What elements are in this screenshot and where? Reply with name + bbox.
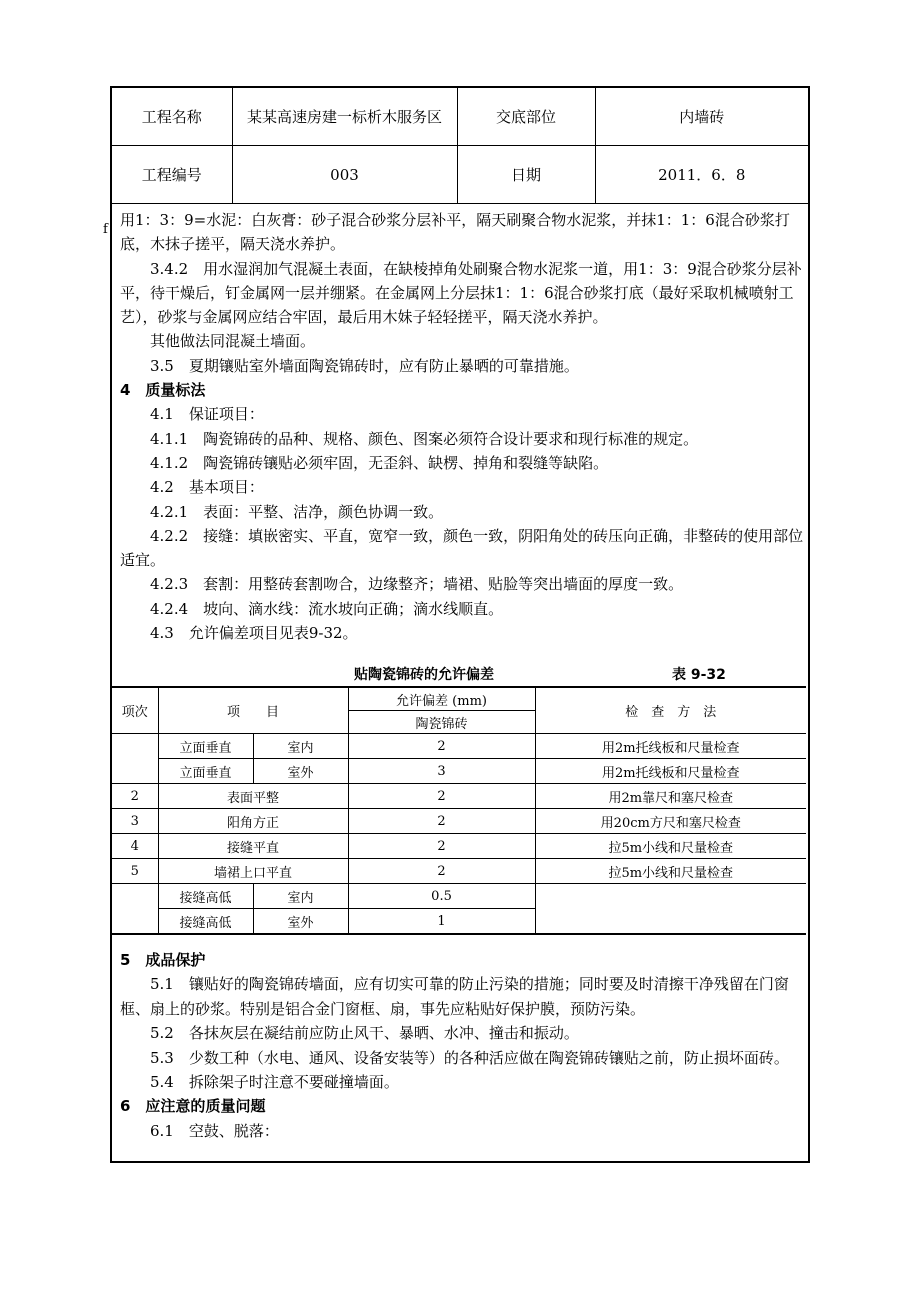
paragraph: 4.2 基本项目：: [150, 478, 264, 497]
table-cell-method: 用2m靠尺和塞尺检查: [535, 784, 806, 809]
table-cell-item: 接缝高低: [158, 884, 253, 909]
table-cell-sub: 室内: [253, 884, 348, 909]
table-cell-method: 拉5m小线和尺量检查: [535, 859, 806, 884]
table-cell-item: 接缝平直: [158, 834, 348, 859]
table-cell-value: 0.5: [348, 884, 535, 909]
table-cell-method: [535, 884, 806, 935]
table-cell-value: 2: [348, 809, 535, 834]
document-frame: [110, 86, 810, 1163]
table-cell-value: 3: [348, 759, 535, 784]
paragraph: 4.2.2 接缝：填嵌密实、平直，宽窄一致，颜色一致，阴阳角处的砖压向正确，非整砖的使用部位适宜。: [120, 526, 804, 570]
table-cell-item: 表面平整: [158, 784, 348, 809]
table-cell-item: 墙裙上口平直: [158, 859, 348, 884]
paragraph: 5.3 少数工种（水电、通风、设备安装等）的各种活应做在陶瓷锦砖镶贴之前，防止损坏面砖。: [150, 1048, 789, 1067]
location-label: 交底部位: [457, 88, 595, 146]
table-cell-method: 用2m托线板和尺量检查: [535, 759, 806, 784]
project-name-label: 工程名称: [112, 88, 232, 146]
section-heading: 5 成品保护: [120, 951, 206, 969]
body-text: [120, 208, 804, 645]
table-number: 表 9-32: [672, 667, 726, 683]
paragraph: 3.4.2 用水湿润加气混凝土表面，在缺棱掉角处刷聚合物水泥浆一道，用1：3：9混合砂浆分层补平，待干燥后，钉金属网一层并绷紧。在金属网上分层抹1：1：6混合砂浆打底（最好采取机械喷射工艺），砂浆与金属网应结合牢固，最后用木妹子轻轻搓平，隔天浇水养护。: [120, 259, 802, 327]
paragraph: 6.1 空鼓、脱落：: [150, 1121, 279, 1140]
table-cell-value: 1: [348, 909, 535, 935]
stray-mark: f: [103, 222, 108, 237]
table-cell-value: 2: [348, 784, 535, 809]
table-cell-sub: 室内: [253, 734, 348, 759]
location: 内墙砖: [595, 88, 808, 146]
table-cell-no: 3: [112, 809, 158, 834]
table-cell-method: 用2m托线板和尺量检查: [535, 734, 806, 759]
project-no: 003: [232, 146, 457, 204]
paragraph: 4.2.1 表面：平整、洁净，颜色协调一致。: [150, 502, 444, 521]
table-cell-value: 2: [348, 734, 535, 759]
table-cell-item: 接缝高低: [158, 909, 253, 935]
table-cell-sub: 室外: [253, 759, 348, 784]
paragraph: 3.5 夏期镶贴室外墙面陶瓷锦砖时，应有防止暴晒的可靠措施。: [150, 356, 579, 375]
body-text-2: [120, 948, 804, 1143]
paragraph: 4.1.2 陶瓷锦砖镶贴必须牢固，无歪斜、缺楞、掉角和裂缝等缺陷。: [150, 453, 609, 472]
date-label: 日期: [457, 146, 595, 204]
project-no-label: 工程编号: [112, 146, 232, 204]
deviation-table-block: [112, 664, 806, 935]
col-header-item: 项 目: [158, 687, 348, 734]
table-caption: 贴陶瓷锦砖的允许偏差: [354, 667, 494, 683]
section-heading: 4 质量标法: [120, 381, 206, 400]
paragraph: 4.2.4 坡向、滴水线：流水坡向正确；滴水线顺直。: [150, 599, 504, 618]
paragraph: 4.2.3 套割：用整砖套割吻合，边缘整齐；墙裙、贴脸等突出墙面的厚度一致。: [150, 575, 684, 594]
table-cell-no: [112, 734, 158, 784]
paragraph: 用1：3：9=水泥：白灰膏：砂子混合砂浆分层补平，隔天刷聚合物水泥浆，并抹1：1：6混合砂浆打底，木抹子搓平，隔天浇水养护。: [120, 211, 790, 254]
table-cell-item: 立面垂直: [158, 734, 253, 759]
col-header-method: 检 查 方 法: [535, 687, 806, 734]
section-heading: 6 应注意的质量问题: [120, 1097, 266, 1116]
paragraph: 4.3 允许偏差项目见表9-32。: [150, 624, 358, 643]
paragraph: 其他做法同混凝土墙面。: [150, 332, 316, 351]
table-cell-value: 2: [348, 859, 535, 884]
table-cell-no: 4: [112, 834, 158, 859]
col-header-deviation: 允许偏差 (mm): [348, 687, 535, 711]
table-cell-value: 2: [348, 834, 535, 859]
table-cell-no: 5: [112, 859, 158, 884]
paragraph: 5.1 镶贴好的陶瓷锦砖墙面，应有切实可靠的防止污染的措施；同时要及时清擦干净残留在门窗框、扇上的砂浆。特别是铝合金门窗框、扇，事先应粘贴好保护膜，预防污染。: [120, 975, 789, 1018]
table-cell-sub: 室外: [253, 909, 348, 935]
col-header-no: 项次: [112, 687, 158, 734]
col-header-deviation-sub: 陶瓷锦砖: [348, 711, 535, 734]
paragraph: 4.1.1 陶瓷锦砖的品种、规格、颜色、图案必须符合设计要求和现行标准的规定。: [150, 429, 699, 448]
table-cell-method: 拉5m小线和尺量检查: [535, 834, 806, 859]
project-name: 某某高速房建一标析木服务区: [232, 88, 457, 146]
table-cell-method: 用20cm方尺和塞尺检查: [535, 809, 806, 834]
table-cell-no: [112, 884, 158, 935]
table-cell-item: 阳角方正: [158, 809, 348, 834]
paragraph: 5.4 拆除架子时注意不要碰撞墙面。: [150, 1073, 399, 1092]
paragraph: 4.1 保证项目：: [150, 405, 264, 424]
date: 2011．6．8: [595, 146, 808, 204]
table-cell-item: 立面垂直: [158, 759, 253, 784]
header-table: [112, 88, 808, 204]
table-cell-no: 2: [112, 784, 158, 809]
paragraph: 5.2 各抹灰层在凝结前应防止风干、暴晒、水冲、撞击和振动。: [150, 1024, 579, 1043]
deviation-table: [112, 686, 806, 935]
